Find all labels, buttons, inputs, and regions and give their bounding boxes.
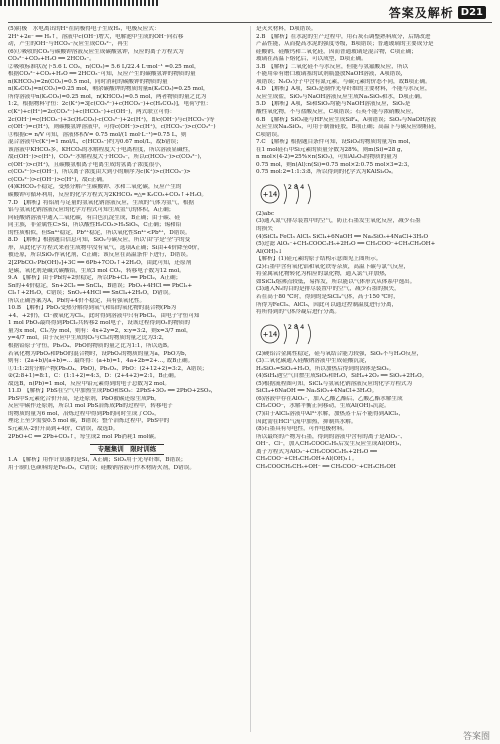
text-line: 在1 mol硅石中Si元素的质量分数为28%，则m(Si)=28 g， [256,146,407,153]
text-line: 若在高于80 ℃时，得到的是SiCl₄气体，高于150 ℃时， [256,293,399,300]
text-line: 理论上至少需要0.5 mol 碳，B错误；整个冶炼过程中，PbS中的 [8,418,170,425]
text-line: (2)abc [256,210,274,217]
text-line: 的物质的量为6 mol，冶炼过程中得到Pb的同时生成了CO₂， [8,410,160,417]
text-line: +4、+2价)，Cl⁻被氧化为Cl₂，此时得到溶液中只有PbCl₂，由电子守恒可知 [8,312,200,319]
text-line: ③根据c= n/V 可知，溶液体积V= 0.75 mol/(1 mol·L⁻¹)=0.75 L，则 [8,131,187,138]
corner-hatch-decoration [0,0,160,6]
text-line: 如SiCl₄熔沸点较低，易挥发，所以能以气体形式从体系中逸出。 [256,278,416,285]
text-line: 1:2，根据物料守恒：2c(K⁺)=3[c(CO₃²⁻)+c(HCO₃⁻)+c(H₂CO₃)]，电荷守恒： [8,101,212,108]
text-line: 该溶液中KHCO₃多，KHCO₃的水解程度大于电离程度，所以溶液显碱性， [8,146,194,153]
text-line: (2)石墨中含有氧化铝和氧化铁等杂质，高温下碳与氯气反应， [256,263,410,270]
text-line: 7.C 【解析】根据题目条件可知，设SiO₂的物质的量为n mol， [256,139,415,146]
text-line: 是灭火材料，D项错误。 [256,26,317,32]
text-line: c(CO₃²⁻)>c(OH⁻)>c(H⁺)，故c正确。 [8,176,108,183]
left-column [8,26,246,732]
text-line: 所得为FeCl₃、AlCl₃，因此可以通过控制温度进行分离， [256,301,398,308]
text-line: 7.D 【解析】将铝屑与足量的氢氧化钠溶液反应，生成的气体为氢气，根据 [8,199,195,206]
text-line: 5.D 【解析】A项，Si和SiO₂均能与NaOH溶液反应，SiO₂是 [256,101,411,108]
text-line: 是碳，氧化剂是碱式碳酸铅，生成3 mol CO₂，转移电子数为12 mol。 [8,267,185,274]
text-line: 2[2PbCO₃·Pb(OH)₂]+3C ══ 6Pb+7CO₂↑+2H₂O，由此可知，还原剂 [8,259,192,266]
text-line: 4.D 【解析】A项，SiO₂是制作光导纤维的主要材料，不能与水反应， [256,86,431,93]
text-line: n(KHCO₃)=2n(CO₂)=0.5 mol，同时消耗的碳酸钾的物质的量 [8,78,168,85]
text-line: 所得溶液中n(K₂CO₃)=0.25 mol，n(KHCO₃)=0.5 mol，两者物质的量之比为 [8,93,207,100]
section-title-text: 专题集训 限时训练 [90,444,165,455]
text-line: 的损失 [256,226,273,233]
right-block-mid [256,211,492,317]
text-line: c(K⁺)+c(H⁺)=2c(CO₃²⁻)+c(HCO₃⁻)+c(OH⁻)，两式联立可得： [8,109,176,116]
atom-structure-diagram-1 [256,179,492,209]
text-line: 1 mol PbO₂最终得到PbCl₂共转移2 mol电子，设该过程得到O₂的物质的 [8,320,190,327]
text-line: 8.D 【解析】根据题目信息可知，SiO₂与碳反应，所以'由'字是'全'字的变 [8,237,191,244]
text-line: (4)SiCl₄ FeCl₃ AlCl₃ SiCl₄+6NaOH ══ Na₂SiO₃+4NaCl+3H₂O [256,233,429,240]
text-line: n mol×(4-2)=25%×n(SiO₂)，可知Al₂O₃的物质的量为 [256,154,398,161]
text-line: 用于制红色颜料的是Fe₂O₃，C错误；硅酸钠溶液可作木材防火剂，D错误。 [8,464,195,471]
text-line: 根据CO₃²⁻+CO₂+H₂O ══ 2HCO₃⁻可知，反应产生的碳酸氢钾的物质的量 [8,71,196,78]
text-line: 2.B 【解析】在水泥的生产过程中，用石灰石调整熟料成分，后期改进 [256,33,431,40]
text-line: C项错误。 [256,131,283,138]
text-line: c(OH⁻)>c(H⁺)，且碳酸氢根离子电离生成的氢离子浓度很小， [8,161,166,168]
text-line: 3.B 【解析】二氧化硅不与水反应，但能与氢氟酸反应，所以 [256,63,409,70]
text-line: 反应生成盐，SiO₂与NaOH溶液反应生成Na₂SiO₃和水，D项正确。 [256,93,426,100]
text-line: 离子方程式为AlO₂⁻+CH₃COOC₂H₅+2H₂O ══ [256,448,377,455]
text-line: (5)阴极 水电离出的H⁺在阴极得电子生成H₂，电极反应式： [8,26,160,32]
left-block-q8 [8,237,246,275]
text-line: (3)通入氮气排尽装置中的空气，防止石墨发生氧化反应，减少石墨 [256,218,421,225]
text-line: 因此需在HCl气流中加热，抑制其水解。 [256,418,357,425]
left-block-q10 [8,305,246,388]
text-line: CH₃COO⁻，水解平衡正向移动，生成Al(OH)₃沉淀。 [256,403,390,410]
text-line: CO₃²⁻+CO₂+H₂O ══ 2HCO₃⁻。 [8,56,95,63]
text-line: Cl₂↑+2H₂O，C错误；SnO₂+4HCl ══ SnCl₄+2H₂O，D错误。 [8,290,174,297]
text-line: Al(OH)₃↓ [256,248,283,255]
text-line: 所以正确答案为A，Pb的+4价不稳定，具有强氧化性。 [8,297,146,304]
text-line: 10.B 【解析】PbO₂受热分解得到氧气和铅的氧化物的混合物(Pb为 [8,305,177,312]
text-line: 向硅酸钠溶液中通入二氧化碳，有白色沉淀生成，B正确；由于碳、硅 [8,214,180,221]
watermark: 答案圈 [462,732,490,742]
text-line: (3)通入N₂的目的是排尽装置中的空气，减少石墨的损失， [256,286,400,293]
text-line: (5)过滤 AlO₂⁻+CH₃COOC₂H₅+2H₂O ══ CH₃COO⁻+CH₃CH₂OH+ [256,241,436,248]
text-line: S元素从-2价升高到+4价，C错误，故选D。 [8,425,119,432]
page-header [389,4,486,21]
section-title [8,444,246,455]
text-line: 将金属氧化物转化为相应的氯化物，通入氯气并加热， [256,271,391,278]
text-line: SiCl₄+6NaOH ══ Na₂SiO₃+4NaCl+3H₂O。 [256,388,378,395]
text-line: 0.75 mol，则n(Al):n(Si)=0.75 mol×2:0.75 mol×3=2:3， [256,161,413,168]
text-line: 2PbO+C ══ 2Pb+CO₂↑，每生成2 mol Pb消耗1 mol碳。 [8,433,160,440]
header-rule [8,22,492,23]
left-block-q9 [8,275,246,305]
text-line: 0.75 mol:2=1:1:3:8，所以得到的化学式为KAlSi₃O₈。 [256,169,397,176]
text-line: 11.D 【解析】PbS在空气中加热生成PbO和SO₂：2PbS+3O₂ ══ 2PbO+2SO₂， [8,388,217,395]
text-line: 形，从此化学方程式来看生成物中没有氧气，选项A正确；Si由+4价降至0价， [8,244,203,251]
text-line: 反应中碳作还原剂，所以1 mol PbS冶炼成Pb的过程中，转移电子 [8,403,173,410]
text-line: 2c(OH⁻)=c(HCO₃⁻)+3c(H₂CO₃)-c(CO₃²⁻)+2c(H⁺)，即c(OH⁻)与c(HCO₃⁻)等 [8,116,215,123]
atom-1-charge: +14 [262,190,278,199]
text-line: 若氧化物为PbO₂和PbO的混合物时，设PbO₂的物质的量为a，PbO为b， [8,350,191,357]
text-line: 同主族，非金属性C>Si，所以酸性H₂CO₃>H₂SiO₃，C正确；锡和铅 [8,222,182,229]
text-line: 不能用带有磨口玻璃塞的试剂瓶盛放NaOH溶液，A项错误， [256,71,407,78]
text-line: 铝与氢氧化钠溶液反应的化学方程式可知生成氢气的体积，A正确； [8,207,175,214]
text-line: 9.A 【解析】由于Pb的+2价稳定，所以Pb+Cl₂ ══ PbCl₂，A正确； [8,275,182,282]
text-line: ①1:1:2的分解产物(Pb₃O₄、PbO)，Pb₂O₃、PbO：(2+12+2)=3:2，A错误； [8,365,208,372]
text-line: (3)二氧化碳通入硅酸钠溶液中生成硅酸沉淀， [256,358,371,365]
text-line: (4)KHCO₃不稳定，受热分解产生碳酸钾、水和二氧化碳，反应产生的 [8,184,182,191]
right-column [256,26,492,732]
text-line: (6)①吸收的CO₂与碳酸钾溶液反应生成碳酸氢钾，反应的离子方程式为 [8,48,184,55]
text-line: 混合溶液中c(K⁺)=1 mol/L，c(HCO₃⁻)约为0.67 mol/L，故b错误； [8,139,182,146]
text-line: 被还原，所以SiO₂作氧化剂，C正确；该反应在高温条件下进行，D错误。 [8,252,192,259]
text-line: 故选B，n(Pb)=1 mol，反应中铅元素得到的电子总数为2 mol。 [8,380,170,387]
left-block-q11 [8,388,246,441]
text-line: OH⁻、Cl⁻，加入CH₃COOC₂H₅后发生反应生成Al(OH)₃， [256,441,405,448]
left-block-q7 [8,200,246,238]
text-line: 酸性氧化物，不与盐酸反应，C项错误；石英不能与浓硝酸反应， [256,109,417,116]
text-line: c(CO₃²⁻)>c(OH⁻)，所以离子浓度由大到小的顺序为c(K⁺)>c(HCO₃⁻)> [8,169,191,176]
text-line: (5)根据流程图可知，SiCl₄与氢氧化钠溶液反应的化学方程式为 [256,380,413,387]
text-line: y=4/7 mol，由于反应中生成的O₂与Cl₂的物质的量之比为3:2， [8,335,168,342]
text-line: 将所得到的气体冷凝后进行分离。 [256,309,340,316]
text-line: 1.A 【解析】用作计算器的是Si，A正确；SiO₂用于光导纤维，B错误； [8,457,187,464]
left-block-q1 [8,457,246,472]
text-line: Sn的+4价稳定，Sn+2Cl₂ ══ SnCl₄，B错误；PbO₂+4HCl ══ PbCl₂+ [8,282,193,289]
text-line: ②吸收标准状况下5.6 L CO₂，n(CO₂)= 5.6 L/22.4 L·mol⁻¹ =0.25 mol， [8,63,200,70]
text-line: 【解析】(1)硅元素的原子结构示意图见上图所示。 [256,256,382,263]
header-title: 答案及解析 [388,6,454,20]
atom-2-shells: 2 8 4 [287,322,305,331]
left-block-q6 [8,26,246,200]
right-block-top [256,26,492,177]
atom-2-charge: +14 [262,330,278,339]
text-line: c(OH⁻)=c(H⁺)，则碳酸氢钾溶液中，可得c(OH⁻)>c(H⁺)，c(HCO₃⁻)>c(CO₃²⁻) [8,124,216,131]
text-line: H₂SiO₃=SiO₂+H₂O，所以加热后得到的固体是SiO₂。 [256,365,395,372]
text-line: CH₃COO⁻+CH₃CH₂OH+Al(OH)₃↓。 [256,456,358,463]
text-line: 量为x mol，Cl₂为y mol，则有：4x+2y=2，x:y=3:2，则x=3/7 mol， [8,327,192,334]
text-line: 产品性能，从而提高水泥的强度等级，B项错误；普通玻璃的主要成分是 [256,41,434,48]
text-line: PbS中S元素化合价升高，是还原剂，PbO被碳还原生成Pb， [8,395,160,402]
text-line: 项错误；N₂O₃分子中含有氮元素，与碳元素的价态不同，故B项正确。 [256,78,431,85]
text-line: CH₃COOCH₂CH₃+OH⁻ ══ CH₃COO⁻+CH₃CH₂OH [256,463,396,470]
text-line: (7)由于AlCl₃溶液中Al³⁺水解，加热蒸干后不能得到AlCl₃， [256,410,404,417]
text-line: n(K₂CO₃)=n(CO₂)=0.25 mol，剩余碳酸钾的物质的量n(K₂CO₃)=0.25 mol， [8,86,209,93]
text-line: 的性质相似，但Sn⁴⁺稳定，Pb²⁺稳定，所以氧化性Sn⁴⁺<Pb⁴⁺，D错误。 [8,229,191,236]
atom-structure-diagram-2 [256,319,492,349]
text-line: ②(2:8+1)=8:1，C：(1:1+2)=4:3，D：(2+4+2)=2:1，B正确。 [8,373,180,380]
text-line: 则有：(2a+b)/(a+b)=... 最终得：(a+b)=1，4a+2b=2+..., 故B正确。 [8,358,194,365]
text-line: 玻璃在高温下熔化后，可以成型，D项正确。 [256,56,367,63]
text-line: (4)SiH₄遇空气自燃生成SiO₂和H₂O，SiH₄+2O₂ ══ SiO₂+2H₂O。 [256,373,428,380]
text-line: (2)硬铝合金属性稳定，硅与氧结合能力较强，SiO₂不与H₂O反应， [256,350,423,357]
text-line: 6.B 【解析】SiO₂能与HF反应生成SiF₄，A项错误；SiO₂与NaOH溶液 [256,116,437,123]
text-line: 动，产生的OH⁻与HCO₃⁻反应生成CO₃²⁻，再生 [8,41,129,48]
text-line: (8)石墨具有导电性，可作电极材料。 [256,426,348,433]
text-line: 反应生成Na₂SiO₃，可用于制备硅胶，B项正确；高温下与碳反应制粗硅， [256,124,440,131]
text-line: 根据铅原子守恒，Pb₃O₄、PbO的物质的量之比为1:1，所以选B。 [8,342,173,349]
text-line: 2H⁺+2e⁻ ══ H₂↑，溶液中c(OH⁻)增大，电解池中生成的OH⁻向右移 [8,33,184,40]
atom-1-shells: 2 8 4 [287,182,305,191]
text-line: 碳酸钾可循环利用，反应的化学方程式为2KHCO₃ ═△═ K₂CO₃+CO₂↑+H₂O。 [8,192,208,199]
header-page-code: D21 [458,6,486,19]
text-line: (6)溶液中存在AlO₂⁻，加入乙酸乙酯后，乙酸乙酯水解生成 [256,395,403,402]
text-line: 所以最终的产物为石墨，得到的溶液中含有的离子是AlO₂⁻、 [256,433,406,440]
column-divider [250,26,251,732]
right-block-lower [256,351,492,472]
text-line: 硅酸钠、硅酸钙和二氧化硅，因而普通玻璃是混合物，C项正确； [256,48,417,55]
text-line: 故c(OH⁻)>c(H⁺)，CO₃²⁻水解程度大于HCO₃⁻，所以c(HCO₃⁻)>c(CO₃²⁻)， [8,154,206,161]
